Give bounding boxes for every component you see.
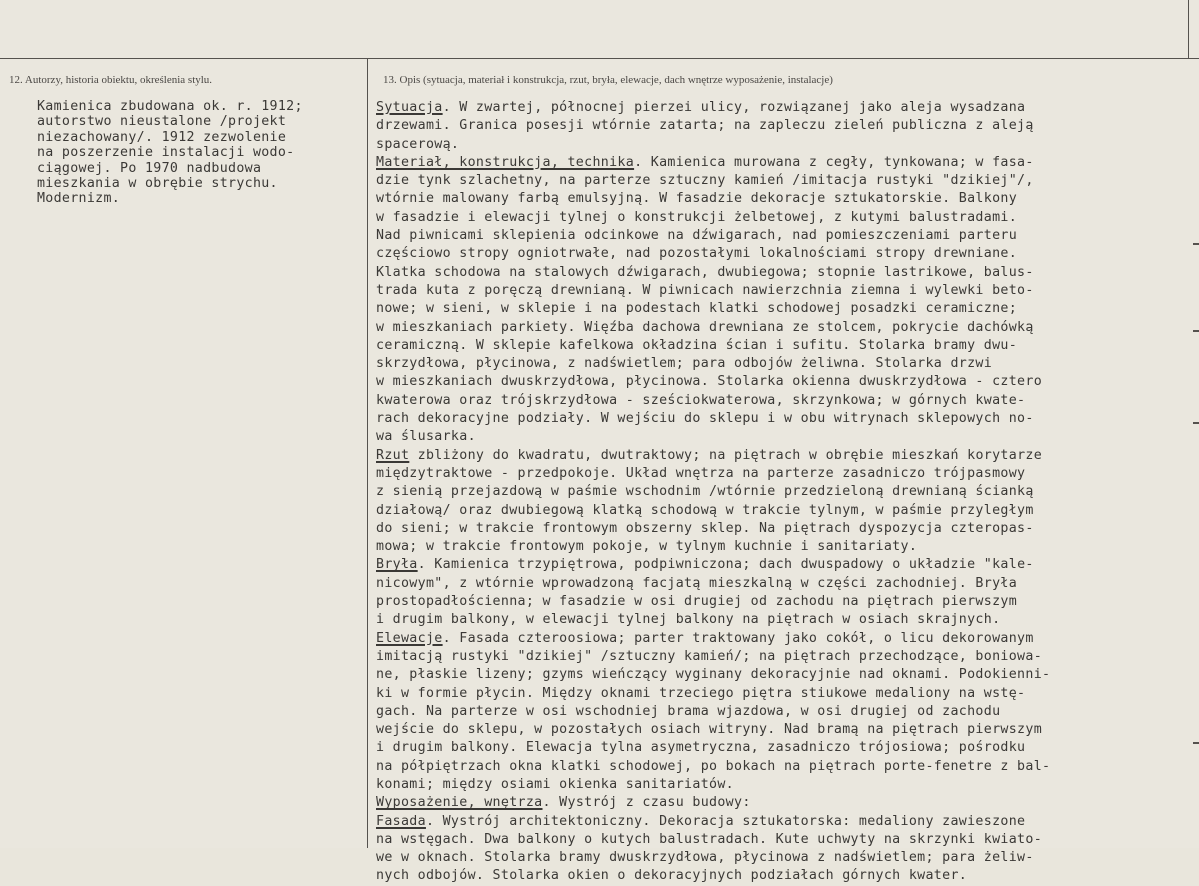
description-line <box>376 849 1191 867</box>
history-line: Kamienica zbudowana ok. r. 1912; <box>37 99 303 114</box>
description-text: ne, płaskie lizeny; gzyms wieńczący wyginany dekoracyjnie nad oknami. Podokienni- <box>376 667 1051 683</box>
description-line <box>376 337 1191 355</box>
section-heading: Sytuacja <box>376 100 443 115</box>
description-text: nowe; w sieni, w sklepie i na podestach klatki schodowej posadzki ceramiczne; <box>376 301 1018 317</box>
description-line <box>376 630 1191 648</box>
description-text: . Kamienica murowana z cegły, tynkowana; w fasa- <box>634 154 1034 170</box>
description-line <box>376 319 1191 337</box>
description-line <box>376 117 1191 135</box>
description-line <box>376 282 1191 300</box>
edge-mark <box>1193 422 1199 424</box>
description-line <box>376 794 1191 812</box>
description-line <box>376 538 1191 556</box>
description-text: drzewami. Granica posesji wtórnie zatarta; na zapleczu zieleń publiczna z aleją <box>376 118 1034 134</box>
description-line <box>376 867 1191 885</box>
history-line: autorstwo nieustalone /projekt <box>37 114 287 130</box>
description-text: gach. Na parterze w osi wschodniej brama wjazdowa, w osi drugiej od zachodu <box>376 703 1001 719</box>
description-text: wtórnie malowany farbą emulsyjną. W fasadzie dekoracje sztukatorskie. Balkony <box>376 191 1018 207</box>
history-line: mieszkania w obrębie strychu. <box>37 175 278 191</box>
description-text: we w oknach. Stolarka bramy dwuskrzydłowa, płycinowa z nadświetlem; para żeliw- <box>376 850 1034 866</box>
history-line: niezachowany/. 1912 zezwolenie <box>37 129 287 145</box>
description-text: . Kamienica trzypiętrowa, podpiwniczona; dach dwuspadowy o układzie "kale- <box>417 557 1034 573</box>
description-text: skrzydłowa, płycinowa, z nadświetlem; para odbojów żeliwna. Stolarka drzwi <box>376 356 993 372</box>
section-heading: Elewacje <box>376 630 443 646</box>
description-line <box>376 556 1191 574</box>
description-line <box>376 483 1191 501</box>
description-text: nicowym", z wtórnie wprowadzoną facjatą mieszkalną w części zachodniej. Bryła <box>376 575 1018 591</box>
description-line <box>376 721 1191 739</box>
description-text: kwaterowa oraz trójskrzydłowa - sześciokwaterowa, skrzynkowa; w górnych kwate- <box>376 392 1026 408</box>
description-text: . Fasada czteroosiowa; parter traktowany jako cokół, o licu dekorowanym <box>442 630 1034 646</box>
description-text: prostopadłościenna; w fasadzie w osi drugiej od zachodu na piętrach pierwszym <box>376 594 1018 610</box>
description-line <box>376 355 1191 373</box>
description-line <box>376 392 1191 410</box>
description-text: częściowo stropy ogniotrwałe, nad pozostałymi lokalnościami stropy drewniane. <box>376 246 1018 262</box>
history-line: ciągowej. Po 1970 nadbudowa <box>37 160 262 176</box>
description-text: mowa; w trakcie frontowym pokoje, w tylnym kuchnie i sanitariaty. <box>376 539 918 555</box>
section-heading: Bryła <box>376 557 418 573</box>
description-text: w mieszkaniach parkiety. Więźba dachowa drewniana ze stolcem, pokrycie dachówką <box>376 319 1034 335</box>
column-divider <box>367 58 368 848</box>
description-text: . Wystrój z czasu budowy: <box>542 795 751 811</box>
left-column-header: 12. Autorzy, historia obiektu, określenia stylu. <box>9 74 213 86</box>
description-text: zbliżony do kwadratu, dwutraktowy; na piętrach w obrębie mieszkań korytarze <box>409 447 1043 463</box>
description-text: Nad piwnicami sklepienia odcinkowe na dźwigarach, nad pomieszczeniami parteru <box>376 228 1018 244</box>
description-line <box>376 227 1191 245</box>
description-text: spacerową. <box>376 136 460 152</box>
description-text: w mieszkaniach dwuskrzydłowa, płycinowa. Stolarka okienna dwuskrzydłowa - cztero <box>376 374 1043 390</box>
description-line <box>376 428 1191 446</box>
description-line <box>376 447 1191 465</box>
description-line <box>376 410 1191 428</box>
description-line <box>376 758 1191 776</box>
description-line <box>376 831 1191 849</box>
description-text: rach dekoracyjne podziały. W wejściu do sklepu i w obu witrynach sklepowych no- <box>376 411 1034 427</box>
right-margin-line <box>1188 0 1189 58</box>
section-heading: Wyposażenie, wnętrza <box>376 795 543 811</box>
description-text: . Wystrój architektoniczny. Dekoracja sztukatorska: medaliony zawieszone <box>425 813 1026 829</box>
description-line <box>376 172 1191 190</box>
description-line <box>376 611 1191 629</box>
description-line <box>376 99 1191 117</box>
description-text: konami; między osiami okienka sanitariatów. <box>376 776 734 792</box>
section-heading: Rzut <box>376 447 410 463</box>
edge-mark <box>1193 330 1199 332</box>
description-line <box>376 209 1191 227</box>
description-line <box>376 739 1191 757</box>
edge-mark <box>1193 243 1199 245</box>
history-text-block <box>37 99 362 207</box>
history-line: na poszerzenie instalacji wodo- <box>37 145 295 161</box>
description-text: i drugim balkony, w elewacji tylnej balkony na piętrach w osiach skrajnych. <box>376 612 1001 628</box>
section-heading: Materiał, konstrukcja, technika <box>376 154 635 170</box>
description-text: ki w formie płycin. Między oknami trzeciego piętra stiukowe medaliony na wstę- <box>376 685 1026 701</box>
description-text: wejście do sklepu, w pozostałych osiach witryny. Nad bramą na piętrach pierwszym <box>376 722 1043 738</box>
description-line <box>376 136 1191 154</box>
history-line: Modernizm. <box>37 191 121 207</box>
description-text: wa ślusarka. <box>376 429 476 445</box>
description-text: . W zwartej, północnej pierzei ulicy, rozwiązanej jako aleja wysadzana <box>442 100 1026 115</box>
description-line <box>376 648 1191 666</box>
right-column-header: 13. Opis (sytuacja, materiał i konstrukcja, rzut, bryła, elewacje, dach wnętrze wyposażenie, instalacje) <box>383 74 833 86</box>
description-line <box>376 245 1191 263</box>
description-line <box>376 666 1191 684</box>
description-text: międzytraktowe - przedpokoje. Układ wnętrza na parterze zasadniczo trójpasmowy <box>376 465 1026 481</box>
description-text: do sieni; w trakcie frontowym obszerny sklep. Na piętrach dyspozycja czteropas- <box>376 520 1034 536</box>
description-text: nych odbojów. Stolarka okien o dekoracyjnych podziałach górnych kwater. <box>376 868 968 884</box>
description-line <box>376 154 1191 172</box>
description-text: Klatka schodowa na stalowych dźwigarach, dwubiegowa; stopnie lastrikowe, balus- <box>376 264 1034 280</box>
description-line <box>376 373 1191 391</box>
description-line <box>376 264 1191 282</box>
description-line <box>376 502 1191 520</box>
description-line <box>376 300 1191 318</box>
description-text: z sienią przejazdową w paśmie wschodnim /wtórnie przedzieloną drewnianą ścianką <box>376 484 1034 500</box>
description-text: i drugim balkony. Elewacja tylna asymetryczna, zasadniczo trójosiowa; pośrodku <box>376 740 1026 756</box>
edge-mark <box>1193 742 1199 744</box>
description-text: trada kuta z poręczą drewnianą. W piwnicach nawierzchnia ziemna i wylewki beto- <box>376 282 1034 298</box>
description-text: na wstęgach. Dwa balkony o kutych balustradach. Kute uchwyty na skrzynki kwiato- <box>376 831 1043 847</box>
section-heading: Fasada <box>376 813 426 829</box>
description-line <box>376 776 1191 794</box>
description-text: imitacją rustyki "dzikiej" /sztuczny kamień/; na piętrach przechodzące, boniowa- <box>376 648 1043 664</box>
description-text-block <box>376 99 1191 886</box>
description-line <box>376 685 1191 703</box>
description-line <box>376 575 1191 593</box>
description-text: działową/ oraz dwubiegową klatką schodową w trakcie tylnym, w paśmie przyległym <box>376 502 1034 518</box>
description-line <box>376 465 1191 483</box>
description-text: ceramiczną. W sklepie kafelkowa okładzina ścian i sufitu. Stolarka bramy dwu- <box>376 337 1018 353</box>
description-line <box>376 813 1191 831</box>
description-text: na półpiętrzach okna klatki schodowej, po bokach na piętrach porte-fenetre z bal- <box>376 758 1051 774</box>
description-line <box>376 520 1191 538</box>
description-line <box>376 703 1191 721</box>
description-line <box>376 190 1191 208</box>
top-border-line <box>0 58 1199 59</box>
description-line <box>376 593 1191 611</box>
description-text: dzie tynk szlachetny, na parterze sztuczny kamień /imitacja rustyki "dzikiej"/, <box>376 173 1034 189</box>
description-text: w fasadzie i elewacji tylnej o konstrukcji żelbetowej, z kutymi balustradami. <box>376 209 1018 225</box>
